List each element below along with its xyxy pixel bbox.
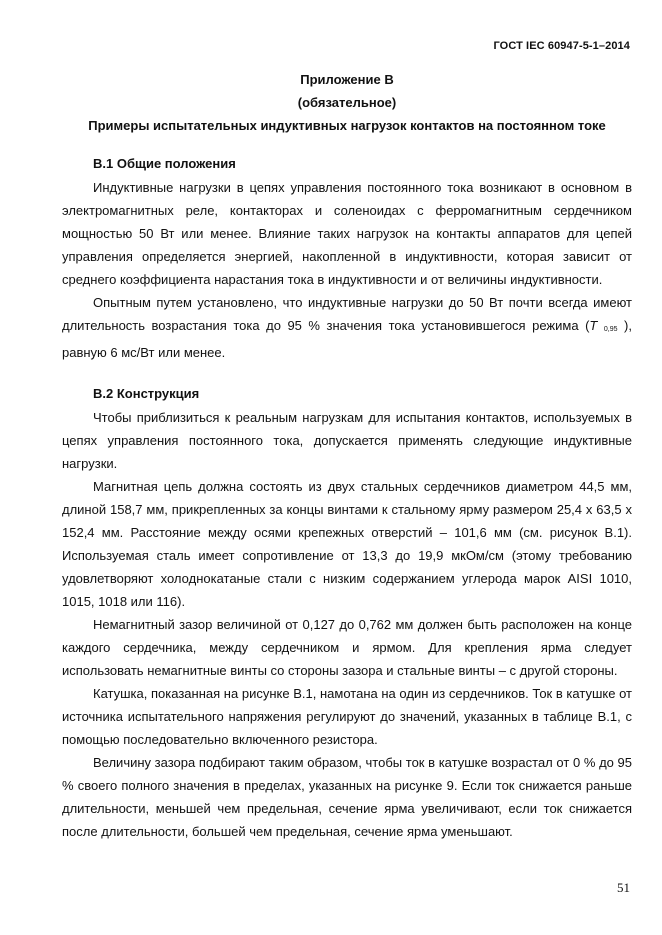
paragraph: Индуктивные нагрузки в цепях управления постоянного тока возникают в основном в электромагнитных реле, контакторах и соленоидах с ферромагнитным сердечником мощностью 50 Вт или менее. Влияние таких нагрузок на контакты аппаратов для цепей управления определяется энергией, накопленной в индуктивности, которая зависит от среднего коэффициента нарастания тока в индуктивности и от величины индуктивности. (62, 180, 632, 287)
paragraph: Немагнитный зазор величиной от 0,127 до 0,762 мм должен быть расположен на конце каждого сердечника, между сердечником и ярмом. Для крепления ярма следует использовать немагнитные винты со стороны зазора и стальные винты – с другой стороны. (62, 617, 632, 678)
paragraph: Магнитная цепь должна состоять из двух стальных сердечников диаметром 44,5 мм, длиной 158,7 мм, прикрепленных за концы винтами к стальному ярму размером 25,4 х 63,5 х 152,4 мм. Расстояние между осями крепежных отверстий – 101,6 мм (см. рисунок В.1). Используемая сталь имеет сопротивление от 13,3 до 19,9 мкОм/см (этому требованию удовлетворяют холоднокатаные стали с низким содержанием углерода марок AISI 1010, 1015, 1018 или 116). (62, 479, 632, 609)
standard-designation: ГОСТ IEC 60947-5-1–2014 (493, 40, 630, 52)
page-number: 51 (617, 880, 630, 895)
appendix-subtitle: Примеры испытательных индуктивных нагрузок контактов на постоянном токе (88, 118, 606, 133)
paragraph-text: ), равную 6 мс/Вт или менее. (62, 318, 632, 360)
paragraph: Катушка, показанная на рисунке В.1, намотана на один из сердечников. Ток в катушке от источника испытательного напряжения регулируют до значений, указанных в таблице В.1, с помощью последовательно включенного резистора. (62, 686, 632, 747)
appendix-title: Приложение В (300, 72, 394, 87)
appendix-status: (обязательное) (297, 95, 397, 110)
section-heading-b1: В.1 Общие положения (93, 156, 236, 171)
paragraph (62, 291, 632, 364)
section-heading-b2: В.2 Конструкция (93, 386, 200, 401)
paragraph-text: Опытным путем установлено, что индуктивные нагрузки до 50 Вт почти всегда имеют длительность возрастания тока до 95 % значения тока установившегося режима ( (62, 295, 632, 333)
paragraph: Величину зазора подбирают таким образом, чтобы ток в катушке возрастал от 0 % до 95 % своего полного значения в пределах, указанных на рисунке 9. Если ток снижается раньше длительности, меньшей чем предельная, сечение ярма увеличивают, если ток снижается после длительности, большей чем предельная, сечение ярма уменьшают. (62, 755, 632, 839)
paragraph: Чтобы приблизиться к реальным нагрузкам для испытания контактов, используемых в цепях управления постоянного тока, допускается применять следующие индуктивные нагрузки. (62, 410, 632, 471)
symbol-t: T (589, 318, 598, 333)
subscript: 0,95 (603, 326, 618, 333)
